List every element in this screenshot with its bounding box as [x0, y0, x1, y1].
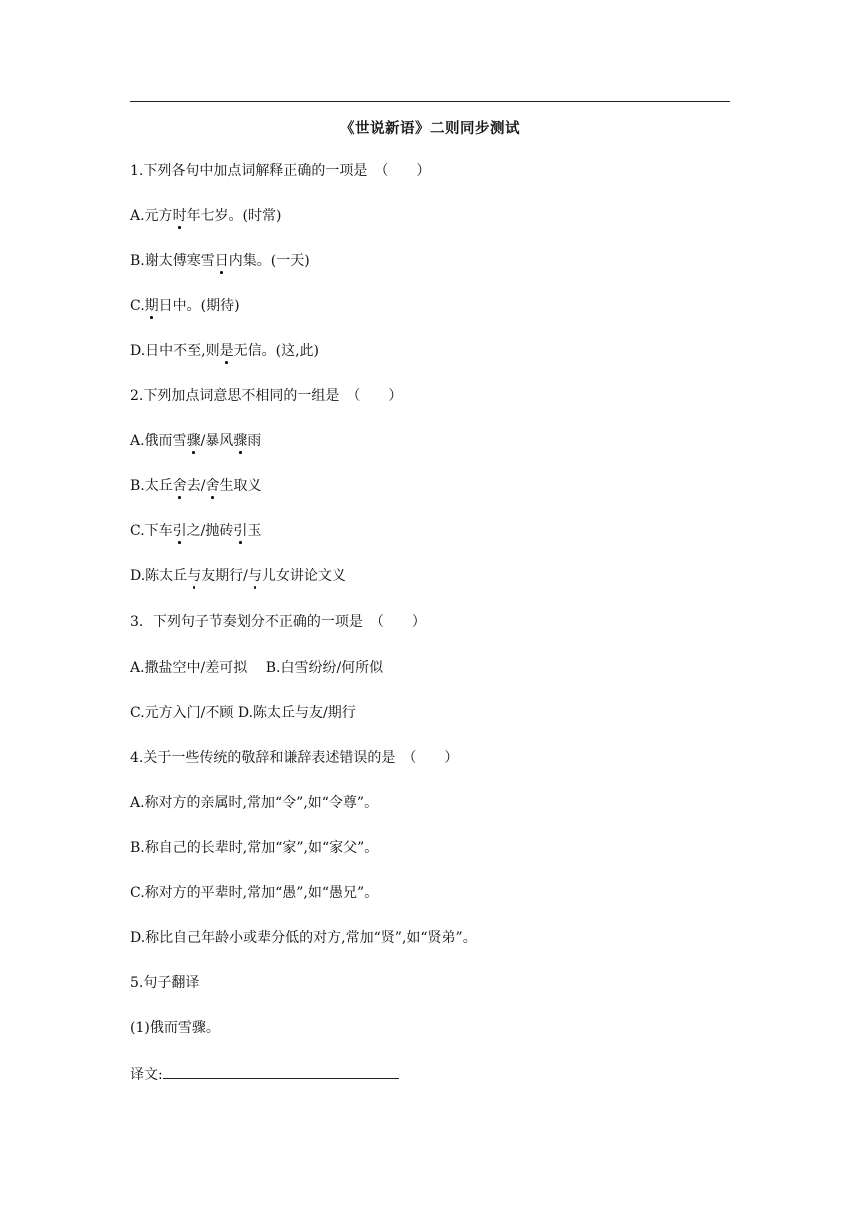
option-text: 内集。(一天)	[228, 253, 310, 269]
question-2-stem: 2.下列加点词意思不相同的一组是 （ ）	[130, 388, 403, 404]
option-text: 之/抛砖	[186, 523, 234, 539]
translation-row	[130, 1064, 399, 1085]
question-2-option-d	[130, 566, 346, 586]
dotted-word: 日	[214, 253, 229, 269]
question-1-option-a	[130, 206, 282, 226]
option-text: C.下车	[130, 523, 173, 539]
option-text: 年七岁。(时常)	[186, 208, 282, 224]
question-1-stem: 1.下列各句中加点词解释正确的一项是 （ ）	[130, 163, 431, 179]
question-4-option-a: A.称对方的亲属时,常加“令”,如“令尊”。	[130, 795, 379, 811]
question-2-option-a	[130, 431, 261, 451]
dotted-word: 与	[187, 568, 202, 584]
question-3-options-cd: C.元方入门/不顾 D.陈太丘与友/期行	[130, 705, 356, 721]
option-text: D.日中不至,则	[130, 343, 220, 359]
translation-answer-blank[interactable]	[163, 1064, 399, 1079]
dotted-word: 骤	[186, 433, 201, 449]
option-text: A.俄而雪	[130, 433, 187, 449]
option-text: 无信。(这,此)	[233, 343, 320, 359]
page-title: 《世说新语》二则同步测试	[340, 121, 520, 137]
option-text: 生取义	[219, 478, 262, 494]
option-text: 日中。(期待)	[158, 298, 240, 314]
option-text: 玉	[247, 523, 262, 539]
question-1-option-d	[130, 341, 319, 361]
option-text: /暴风	[200, 433, 234, 449]
question-1-option-c	[130, 296, 240, 316]
question-2-option-b	[130, 476, 261, 496]
dotted-word: 引	[172, 523, 187, 539]
question-4-stem: 4.关于一些传统的敬辞和谦辞表述错误的是 （ ）	[130, 750, 459, 766]
question-1-option-b	[130, 251, 310, 271]
question-5-item-1: (1)俄而雪骤。	[130, 1020, 220, 1036]
header-rule	[130, 101, 730, 102]
option-text: D.陈太丘	[130, 568, 188, 584]
option-text: B.谢太傅寒雪	[130, 253, 215, 269]
option-text: 雨	[247, 433, 262, 449]
option-text: 儿女讲论文义	[261, 568, 346, 584]
question-4-option-b: B.称自己的长辈时,常加“家”,如“家父”。	[130, 840, 379, 856]
question-3-stem: 3．下列句子节奏划分不正确的一项是 （ ）	[130, 614, 426, 630]
dotted-word: 骤	[233, 433, 248, 449]
question-3-options-ab: A.撒盐空中/差可拟 B.白雪纷纷/何所似	[130, 660, 384, 676]
dotted-word: 期	[144, 298, 159, 314]
dotted-word: 舍	[205, 478, 220, 494]
dotted-word: 引	[233, 523, 248, 539]
dotted-word: 时	[172, 208, 187, 224]
option-text: 友期行/	[201, 568, 248, 584]
dotted-word: 与	[247, 568, 262, 584]
translation-label: 译文:	[130, 1067, 163, 1083]
option-text: A.元方	[130, 208, 173, 224]
dotted-word: 舍	[172, 478, 187, 494]
question-4-option-d: D.称比自己年龄小或辈分低的对方,常加“贤”,如“贤弟”。	[130, 930, 477, 946]
dotted-word: 是	[219, 343, 234, 359]
question-4-option-c: C.称对方的平辈时,常加“愚”,如“愚兄”。	[130, 885, 379, 901]
question-5-stem: 5.句子翻译	[130, 975, 200, 991]
option-text: C.	[130, 298, 145, 314]
question-2-option-c	[130, 521, 261, 541]
option-text: B.太丘	[130, 478, 173, 494]
option-text: 去/	[186, 478, 206, 494]
